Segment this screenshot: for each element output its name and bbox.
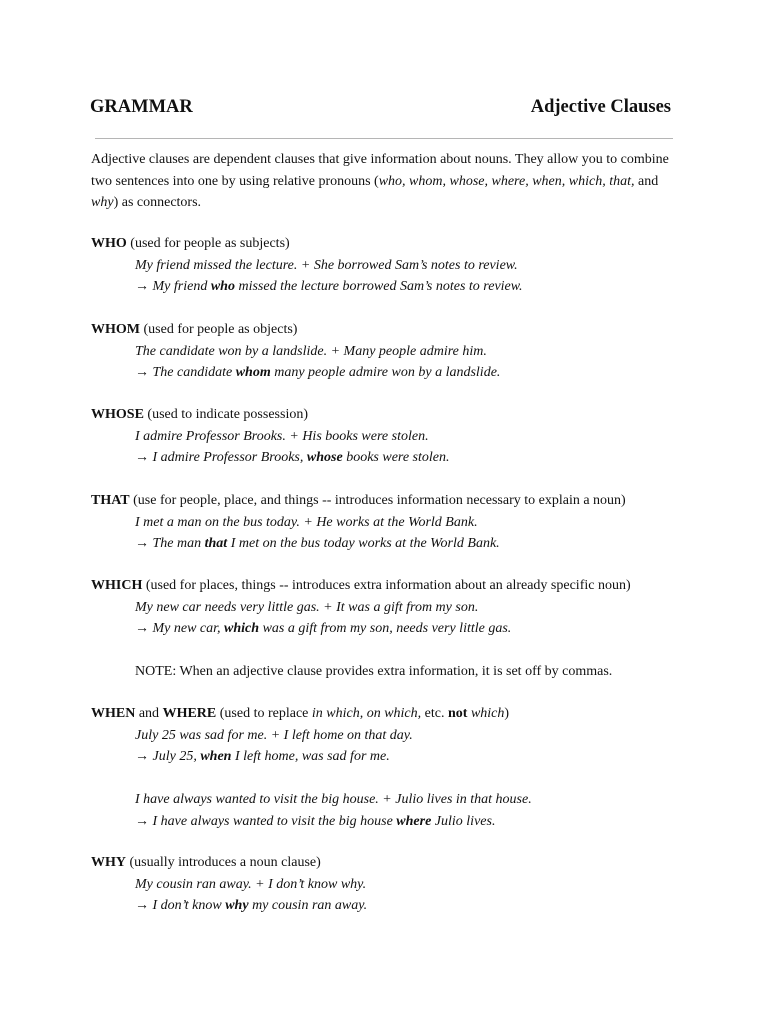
intro-text-2: and — [634, 173, 659, 189]
example-sentences: My friend missed the lecture. + She borrowed Sam’s notes to review. — [135, 257, 518, 273]
section-heading — [91, 319, 500, 341]
usage-description: (used for people as objects) — [140, 322, 298, 337]
example-combined: → My friend who missed the lecture borrowed Sam’s notes to review. — [135, 279, 523, 294]
section-heading — [91, 575, 631, 597]
relative-pronoun: whom — [235, 365, 271, 380]
comma-note: NOTE: When an adjective clause provides extra information, it is set off by commas. — [135, 664, 613, 679]
relative-pronoun: when — [200, 749, 232, 764]
example-combined: → I admire Professor Brooks, whose books were stolen. — [135, 450, 450, 465]
usage-description: (use for people, place, and things -- introduces information necessary to explain a noun) — [129, 493, 626, 508]
example-sentences: I admire Professor Brooks. + His books were stolen. — [135, 428, 429, 444]
header-divider — [95, 138, 673, 139]
intro-paragraph — [91, 149, 681, 214]
example-sentences: My new car needs very little gas. + It was a gift from my son. — [135, 599, 479, 615]
pronoun-label: THAT — [91, 493, 130, 508]
relative-pronoun: who — [210, 279, 235, 294]
relative-pronoun: which — [224, 621, 260, 636]
section-which — [91, 575, 631, 683]
pronoun-label: WHOSE — [91, 407, 144, 422]
pronoun-label-where: WHERE — [162, 706, 217, 721]
intro-why: why — [91, 195, 114, 210]
example-sentences: I met a man on the bus today. + He works at the World Bank. — [135, 514, 478, 530]
intro-pronouns: who, whom, whose, where, when, which, that, — [378, 173, 635, 189]
example-combined: → The man that I met on the bus today works at the World Bank. — [135, 536, 500, 551]
relative-pronoun: where — [396, 813, 432, 829]
usage-description: (used for places, things -- introduces extra information about an already specific noun) — [142, 578, 631, 593]
example-combined: → I don’t know why my cousin ran away. — [135, 898, 368, 913]
pronoun-label: WHY — [91, 855, 126, 870]
intro-text-3: ) as connectors. — [113, 195, 202, 210]
example-sentences: The candidate won by a landslide. + Many people admire him. — [135, 343, 487, 359]
pronoun-label: WHO — [91, 236, 127, 251]
example-sentences: I have always wanted to visit the big house. + Julio lives in that house. — [135, 792, 532, 807]
section-when-where — [91, 703, 532, 832]
section-whom — [91, 319, 500, 384]
section-why — [91, 852, 367, 917]
example-combined: → July 25, when I left home, was sad for me. — [135, 749, 390, 764]
section-heading — [91, 233, 523, 255]
section-whose — [91, 404, 450, 469]
section-heading — [91, 404, 450, 426]
section-who — [91, 233, 523, 298]
example-combined: → I have always wanted to visit the big house where Julio lives. — [135, 813, 496, 829]
relative-pronoun: whose — [306, 450, 343, 465]
section-that — [91, 490, 626, 555]
example-combined: → The candidate whom many people admire won by a landslide. — [135, 365, 501, 380]
relative-pronoun: why — [225, 898, 249, 913]
section-heading — [91, 852, 367, 874]
example-sentences: My cousin ran away. + I don’t know why. — [135, 876, 367, 892]
example-combined: → My new car, which was a gift from my son, needs very little gas. — [135, 621, 512, 636]
header-subject: GRAMMAR — [90, 97, 193, 117]
usage-description: (used for people as subjects) — [126, 236, 290, 251]
pronoun-label-when: WHEN — [91, 706, 136, 721]
example-sentences: July 25 was sad for me. + I left home on that day. — [135, 727, 413, 743]
intro-text-1: Adjective clauses are dependent clauses that give information about nouns. They allow you to combine two sentences into one by using relative pronouns ( — [91, 152, 669, 189]
section-heading: WHEN and WHERE (used to replace in which, on which, etc. not which) — [91, 706, 510, 721]
relative-pronoun: that — [204, 536, 228, 551]
pronoun-label: WHOM — [91, 322, 140, 337]
pronoun-label: WHICH — [91, 578, 143, 593]
usage-description: (used to indicate possession) — [143, 407, 308, 422]
usage-description: (usually introduces a noun clause) — [126, 855, 321, 870]
section-heading — [91, 490, 626, 512]
header-topic: Adjective Clauses — [530, 97, 671, 117]
